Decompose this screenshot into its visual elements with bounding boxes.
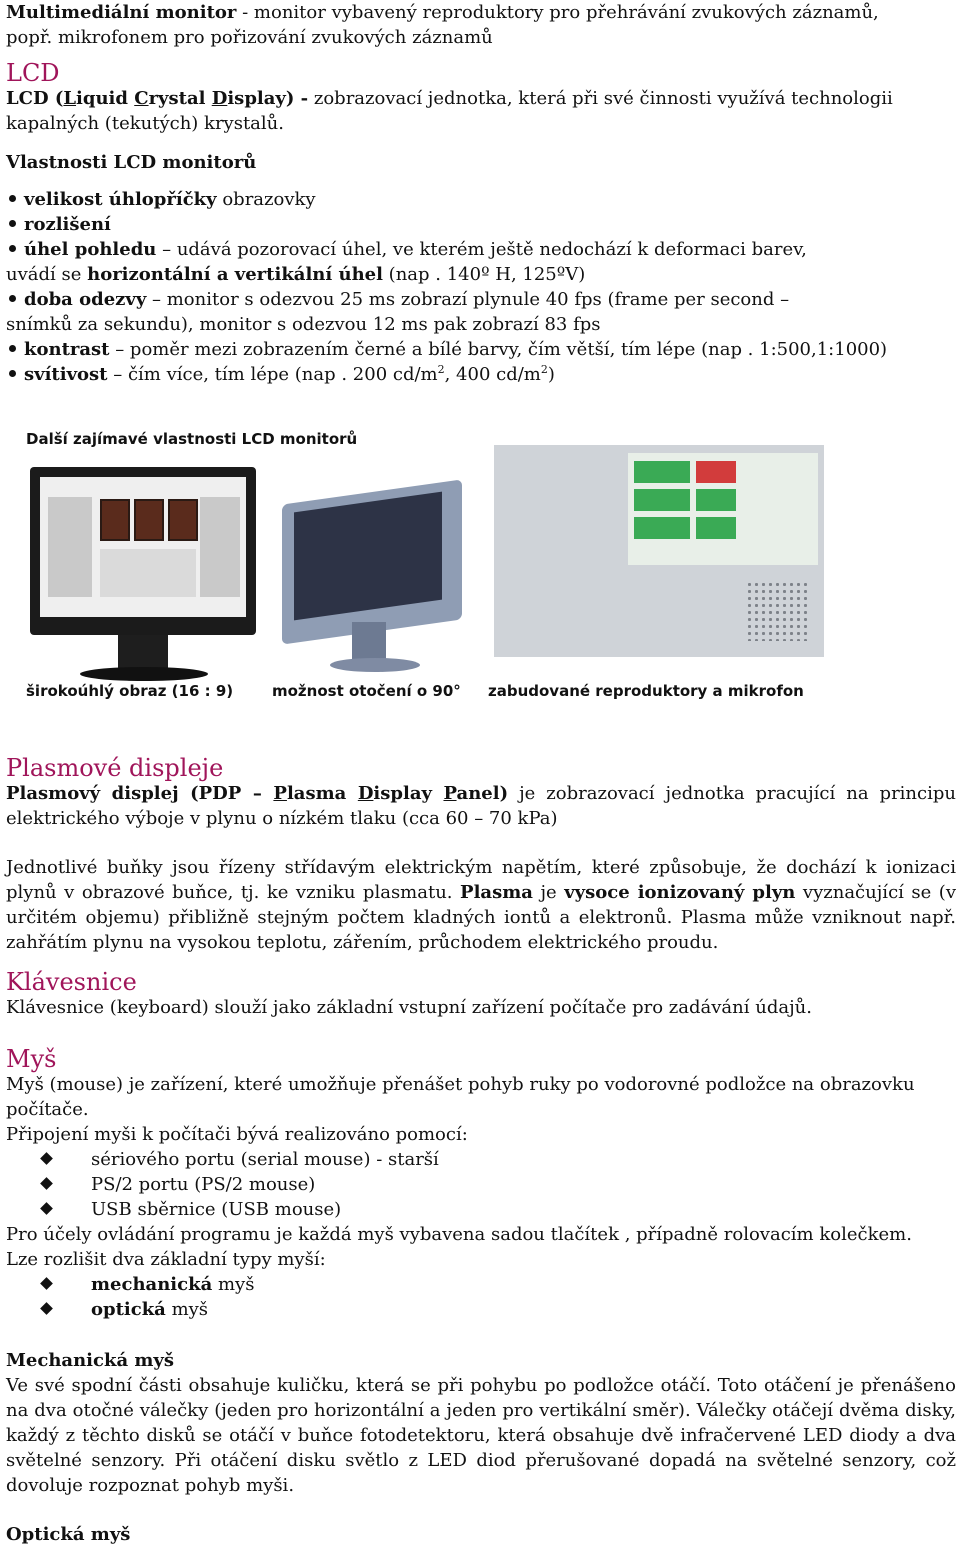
- plasma-bold-1: Plasma: [460, 882, 533, 903]
- prop-va-pre: uvádí se: [6, 264, 88, 285]
- heading-lcd: LCD: [6, 59, 60, 87]
- caption-widescreen: širokoúhlý obraz (16 : 9): [26, 682, 234, 700]
- prop-brightness-b: , 400 cd/m: [444, 364, 541, 385]
- mouse-paragraph-3: Pro účely ovládání programu je každá myš vybavena sadou tlačítek , případně rolovacím kolečkem.: [6, 1224, 912, 1245]
- screen-cell: [634, 489, 690, 511]
- properties-list: [6, 187, 956, 387]
- prop-brightness-c: ): [547, 364, 555, 385]
- caption-speakers: zabudované reproduktory a mikrofon: [488, 682, 804, 700]
- plasma-bold-2: vysoce ionizovaný plyn: [564, 882, 796, 903]
- bullet-icon: [9, 220, 16, 227]
- list-item: [6, 287, 956, 337]
- screen-cell: [696, 461, 736, 483]
- mm-text-2: popř. mikrofonem pro pořizování zvukových záznamů: [6, 27, 493, 48]
- diamond-bullet-icon: [40, 1302, 53, 1315]
- lcd-def-pre: LCD (: [6, 88, 64, 109]
- monitor-screen: [40, 477, 246, 617]
- heading-mechanical-mouse: Mechanická myš: [6, 1350, 175, 1371]
- diamond-bullet-icon: [40, 1177, 53, 1190]
- prop-viewing-angle: úhel pohledu: [24, 239, 157, 260]
- lcd-def-rest: zobrazovací jednotka, která při své činnosti využívá technologii: [308, 88, 893, 109]
- lcd-def-l: L: [63, 88, 77, 109]
- lcd-def-rystal: rystal: [148, 88, 212, 109]
- term-multimedia-monitor: Multimediální monitor: [6, 2, 237, 23]
- pdp-anel: anel): [456, 783, 509, 804]
- monitor-screen: [628, 453, 818, 565]
- screen-cell: [634, 517, 690, 539]
- heading-mouse: Myš: [6, 1045, 57, 1073]
- prop-brightness-a: – čím více, tím lépe (nap . 200 cd/m: [107, 364, 438, 385]
- bullet-icon: [9, 370, 16, 377]
- heading-plasma: Plasmové displeje: [6, 754, 224, 782]
- mm-text-1: - monitor vybavený reproduktory pro přehrávání zvukových záznamů,: [236, 2, 879, 23]
- prop-brightness-sup2: 2: [540, 363, 548, 376]
- picture-thumb: [168, 499, 198, 541]
- list-item: [6, 1147, 956, 1172]
- prop-diagonal: velikost úhlopříčky: [24, 189, 217, 210]
- lcd-def-c: C: [134, 88, 149, 109]
- diamond-bullet-icon: [40, 1152, 53, 1165]
- lcd-def-iquid: iquid: [76, 88, 135, 109]
- multimedia-monitor-paragraph: [6, 0, 956, 50]
- monitor-stand: [352, 622, 386, 662]
- pdp-line2: principu elektrického výboje v plynu o nízkém tlaku (cca 60 – 70 kPa): [6, 783, 956, 829]
- prop-va-bold: horizontální a vertikální úhel: [87, 264, 383, 285]
- type-mechanical: mechanická: [91, 1274, 213, 1295]
- lcd-def-isplay: isplay) -: [227, 88, 309, 109]
- speaker-grille: [746, 581, 808, 641]
- screen-cell: [696, 489, 736, 511]
- prop-brightness: svítivost: [24, 364, 108, 385]
- lcd-def-line2: kapalných (tekutých) krystalů.: [6, 113, 284, 134]
- list-item: [6, 337, 956, 362]
- heading-optical-mouse: Optická myš: [6, 1524, 131, 1545]
- screen-cell: [634, 461, 690, 483]
- prop-contrast-rest: – poměr mezi zobrazením černé a bílé barvy, čím větší, tím lépe (nap . 1:500,1:1000): [109, 339, 888, 360]
- heading-keyboard: Klávesnice: [6, 968, 137, 996]
- conn-usb: USB sběrnice (USB mouse): [91, 1199, 342, 1220]
- list-item: [6, 237, 956, 287]
- list-item: [6, 187, 956, 212]
- prop-resolution: rozlišení: [24, 214, 111, 235]
- prop-diagonal-rest: obrazovky: [216, 189, 316, 210]
- bullet-icon: [9, 295, 16, 302]
- plasma-text-a: Jednotlivé buňky jsou řízeny střídavým elektrickým napětím, které způsobuje, že dochází k ionizaci plynů v obrazové buňce, tj. ke vzniku plasmatu.: [6, 857, 956, 903]
- lcd-def-d: D: [211, 88, 228, 109]
- list-item: [6, 212, 956, 237]
- bullet-icon: [9, 195, 16, 202]
- page-block: [48, 497, 92, 597]
- mouse-paragraph-4: Lze rozlišit dva základní typy myší:: [6, 1249, 326, 1270]
- pdp-d: D: [357, 783, 374, 804]
- list-item: [6, 1272, 956, 1297]
- figure-title: Další zajímavé vlastnosti LCD monitorů: [26, 430, 358, 448]
- pdp-lasma: lasma: [286, 783, 358, 804]
- widescreen-monitor-image: [30, 467, 256, 635]
- type-optical: optická: [91, 1299, 166, 1320]
- bullet-icon: [9, 345, 16, 352]
- pdp-rest: je zobrazovací jednotka pracující na: [508, 783, 869, 804]
- list-item: [6, 362, 956, 387]
- type-mechanical-rest: myš: [212, 1274, 255, 1295]
- prop-brightness-sup1: 2: [437, 363, 445, 376]
- monitor-screen: [294, 492, 442, 621]
- type-optical-rest: myš: [165, 1299, 209, 1320]
- conn-ps2: PS/2 portu (PS/2 mouse): [91, 1174, 316, 1195]
- text-block: [100, 549, 196, 597]
- pdp-p2: P: [443, 783, 457, 804]
- prop-response-rest: – monitor s odezvou 25 ms zobrazí plynule 40 fps (frame per second –: [146, 289, 790, 310]
- mechanical-mouse-paragraph: Ve své spodní části obsahuje kuličku, která se při pohybu po podložce otáčí. Toto otáčení je přenášeno na dva otočné válečky (jeden pro horizontální a jeden pro vertikální směr). Válečky otáčejí dvěma disky, každý z těchto disků se otáčí v buňce fotodetektoru, která obsahuje dvě infračervené LED diody a dva světelné senzory. Při otáčení disku světlo z LED diod přerušované dopadá na světelné senzory, což dovoluje rozpoznat pohyb myši.: [6, 1375, 956, 1496]
- prop-response-line2: snímků za sekundu), monitor s odezvou 12 ms pak zobrazí 83 fps: [6, 314, 601, 335]
- diamond-bullet-icon: [40, 1202, 53, 1215]
- pdp-p: P: [273, 783, 287, 804]
- pdp-isplay: isplay: [373, 783, 444, 804]
- document-page: [6, 0, 956, 1547]
- bullet-icon: [9, 245, 16, 252]
- pivot-monitor-image: [272, 472, 482, 642]
- plasma-text-d: vyznačující se (v určitém objemu) přibližně stejným počtem kladných iontů a elektronů. Plasma může vzniknout např. zahřátím plynu na vysokou teplotu, zářením, průchodem elektrického proudu.: [6, 882, 956, 953]
- caption-rotation: možnost otočení o 90°: [272, 682, 461, 700]
- mouse-paragraph-1: Myš (mouse) je zařízení, které umožňuje přenášet pohyb ruky po vodorovné podložce na obrazovku počítače.: [6, 1074, 915, 1120]
- list-item: [6, 1172, 956, 1197]
- plasma-paragraph: [6, 855, 956, 955]
- list-item: [6, 1297, 956, 1322]
- picture-thumb: [134, 499, 164, 541]
- mouse-paragraph-2: Připojení myši k počítači bývá realizováno pomocí:: [6, 1124, 468, 1145]
- conn-serial: sériového portu (serial mouse) - starší: [91, 1149, 439, 1170]
- prop-response-time: doba odezvy: [24, 289, 147, 310]
- lcd-definition: [6, 86, 956, 136]
- plasma-text-c: je: [532, 882, 565, 903]
- prop-va-rest: (nap . 140º H, 125ºV): [382, 264, 586, 285]
- speaker-monitor-image: [494, 445, 824, 657]
- diamond-bullet-icon: [40, 1277, 53, 1290]
- screen-cell: [696, 517, 736, 539]
- list-item: [6, 1197, 956, 1222]
- prop-contrast: kontrast: [24, 339, 110, 360]
- prop-viewing-angle-rest: – udává pozorovací úhel, ve kterém ještě nedochází k deformaci barev,: [156, 239, 807, 260]
- keyboard-paragraph: Klávesnice (keyboard) slouží jako základní vstupní zařízení počítače pro zadávání údajů.: [6, 997, 812, 1018]
- monitor-base: [330, 658, 420, 672]
- picture-thumb: [100, 499, 130, 541]
- lcd-properties-title: Vlastnosti LCD monitorů: [6, 152, 257, 173]
- pdp-a: Plasmový displej (PDP –: [6, 783, 274, 804]
- plasma-definition: [6, 781, 956, 831]
- lcd-features-figure: [6, 417, 956, 735]
- page-block: [200, 497, 240, 597]
